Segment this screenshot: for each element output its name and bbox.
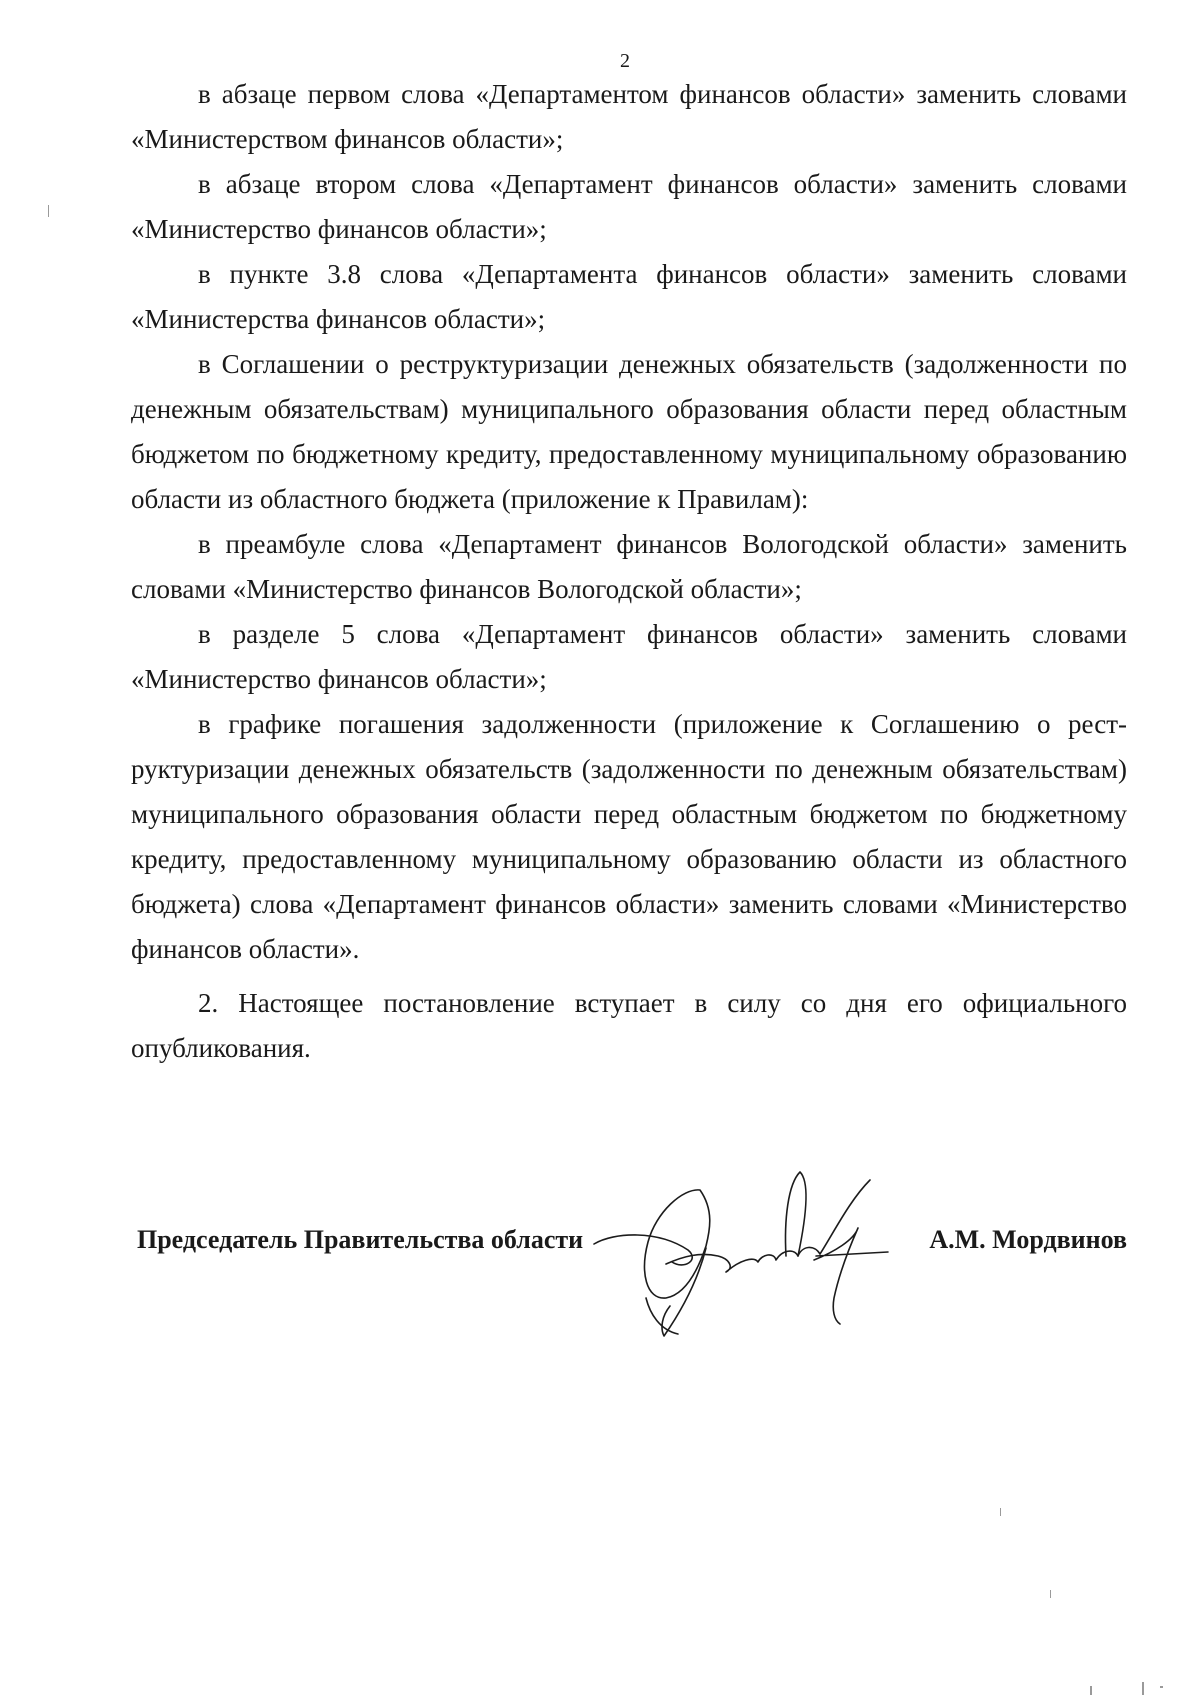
paragraph-effective-date: 2. Настоящее постановление вступает в силу со дня его официального опубликования. [131, 988, 1127, 1063]
signature-stroke-tall-loop [786, 1172, 806, 1256]
paragraph-preamble: в преамбуле слова «Департамент финансов Вологодской области» заменить словами «Министерство финансов Вологодской области»; [131, 529, 1127, 604]
signatory-position: Председатель Правительства области [137, 1225, 584, 1254]
scan-artifact-corner-2 [1142, 1682, 1144, 1695]
paragraph-section-5: в разделе 5 слова «Департамент финансов области» заменить словами «Министерство финансов области»; [131, 619, 1127, 694]
signatory-name: А.М. Мордвинов [929, 1225, 1127, 1254]
scan-artifact-corner-1 [1090, 1686, 1092, 1695]
scan-artifact-right-2 [1050, 1590, 1051, 1598]
signature-stroke-swash [594, 1235, 692, 1265]
scan-artifact-left [48, 205, 49, 217]
paragraph-repayment-schedule: в графике погашения задолженности (приложение к Соглашению о реструктуризации денежных обязательств (задолженности по денежным обязательствам) муниципального образования области перед областным бюджетом по бюджетному кредиту, предоставленному муниципальному образованию области из областного бюджета) слова «Департамент финансов области» заменить словами «Министерство финансов области». [131, 709, 1127, 964]
paragraph-amendment-first-clause: в абзаце первом слова «Департаментом финансов области» заменить словами «Министерством финансов области»; [131, 79, 1127, 154]
document-body [131, 72, 1127, 1071]
paragraph-agreement-restructuring: в Соглашении о реструктуризации денежных обязательств (задолженности по денежным обязательствам) муниципального образования области перед областным бюджетом по бюджетному кредиту, предоставленному муниципальному образованию области из областного бюджета (приложение к Правилам): [131, 349, 1127, 514]
page-number: 2 [620, 50, 630, 72]
scan-artifact-right-1 [1000, 1508, 1001, 1516]
signature-stroke-right-flourish [814, 1180, 888, 1324]
scan-artifact-corner-3 [1160, 1686, 1163, 1688]
paragraph-amendment-point-3-8: в пункте 3.8 слова «Департамента финансов области» заменить словами «Министерства финансов области»; [131, 259, 1127, 334]
handwritten-signature [588, 1160, 948, 1340]
paragraph-amendment-second-clause: в абзаце втором слова «Департамент финансов области» заменить словами «Министерство финансов области»; [131, 169, 1127, 244]
